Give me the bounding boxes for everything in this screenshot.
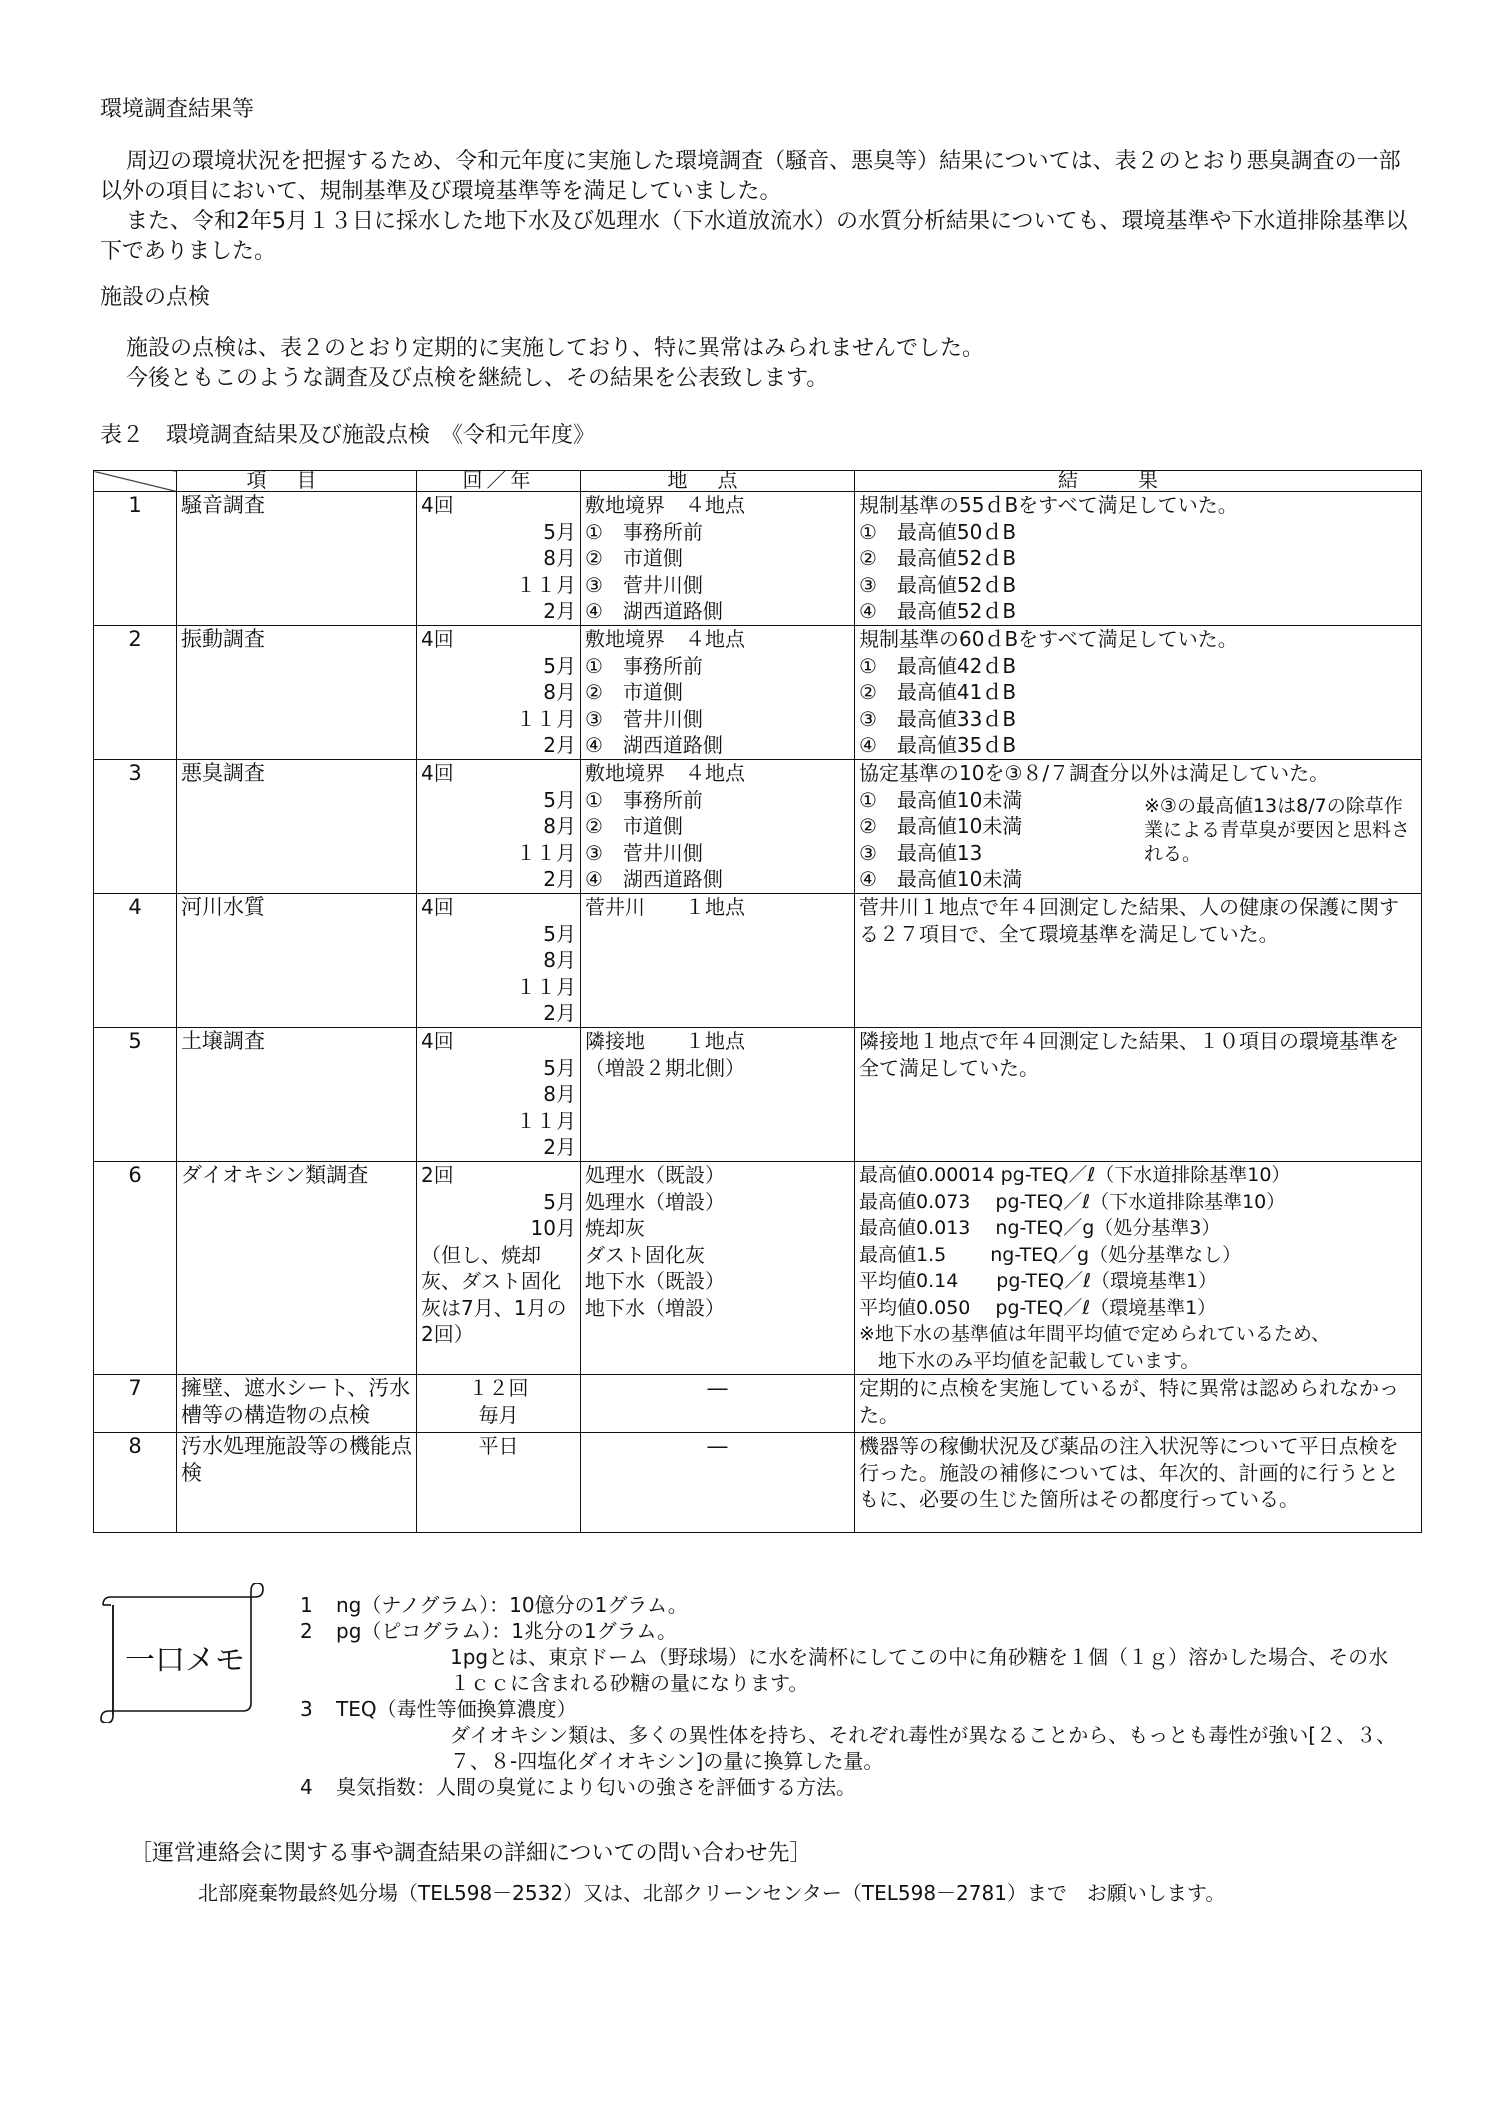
result-line: 菅井川１地点で年４回測定した結果、人の健康の保護に関する２７項目で、全て環境基準を満足していた。 — [859, 895, 1399, 946]
row-frequency: 平日 — [417, 1433, 581, 1533]
row-results — [855, 1433, 1422, 1533]
survey-results-table — [93, 470, 1422, 1533]
point: ① 事務所前 — [585, 653, 703, 678]
month: 8月 — [543, 680, 576, 704]
result-line: ※地下水の基準値は年間平均値で定められているため、 — [859, 1323, 1331, 1345]
memo-item-text: TEQ（毒性等価換算濃度） — [336, 1697, 577, 1721]
header-diagonal-cell — [94, 471, 177, 492]
result-line: 規制基準の55ｄBをすべて満足していた。 — [859, 493, 1238, 517]
month: 10月 — [530, 1216, 576, 1240]
month: 5月 — [543, 519, 576, 544]
memo-item — [300, 1696, 1420, 1722]
table-row — [94, 626, 1422, 760]
result-line: 最高値0.013 ng-TEQ／g（処分基準3） — [859, 1217, 1221, 1239]
memo-notes — [300, 1592, 1420, 1800]
row-item: 騒音調査 — [177, 492, 417, 626]
point: 地下水（既設） — [585, 1269, 725, 1293]
row-frequency — [417, 1028, 581, 1162]
frequency-sub: 毎月 — [478, 1402, 519, 1427]
table-header-row — [94, 471, 1422, 492]
point: ② 市道側 — [585, 546, 683, 570]
point: ② 市道側 — [585, 680, 683, 704]
table-row — [94, 1433, 1422, 1533]
row-frequency — [417, 1375, 581, 1433]
point: ① 事務所前 — [585, 787, 703, 812]
row-number: 2 — [94, 626, 177, 760]
result-line: ① 最高値42ｄB — [859, 653, 1017, 678]
frequency-count: １２回 — [468, 1376, 529, 1400]
result-line: 最高値0.00014 pg-TEQ／ℓ（下水道排除基準10） — [859, 1164, 1291, 1186]
table-row — [94, 760, 1422, 894]
result-line: ④ 最高値52ｄB — [859, 599, 1017, 623]
month: 2月 — [543, 1001, 576, 1025]
table-row — [94, 1162, 1422, 1375]
result-line: 最高値0.073 pg-TEQ／ℓ（下水道排除基準10） — [859, 1190, 1286, 1213]
point: 処理水（既設） — [585, 1163, 725, 1187]
result-line: ③ 最高値13 — [859, 840, 983, 865]
row-item: 振動調査 — [177, 626, 417, 760]
env-survey-heading: 環境調査結果等 — [100, 97, 255, 122]
frequency-count: 4回 — [421, 627, 454, 651]
row-item: 擁壁、遮水シート、汚水槽等の構造物の点検 — [177, 1375, 417, 1433]
month: 2月 — [543, 1135, 576, 1159]
memo-item — [300, 1592, 1420, 1618]
row-item: 土壌調査 — [177, 1028, 417, 1162]
point: 敷地境界 ４地点 — [585, 627, 745, 651]
row-points — [581, 1162, 855, 1375]
result-line: ② 最高値10未満 — [859, 814, 1023, 838]
header-frequency: 回／年 — [417, 471, 581, 492]
result-line: ④ 最高値35ｄB — [859, 733, 1017, 757]
facility-heading: 施設の点検 — [100, 285, 211, 310]
row-points — [581, 1028, 855, 1162]
frequency-count: 4回 — [421, 895, 454, 919]
point: ③ 菅井川側 — [585, 840, 703, 865]
result-line: 規制基準の60ｄBをすべて満足していた。 — [859, 627, 1238, 651]
point: 地下水（増設） — [585, 1295, 725, 1320]
result-line: ① 最高値10未満 — [859, 787, 1023, 812]
month: 5月 — [543, 921, 576, 946]
result-line: ③ 最高値33ｄB — [859, 706, 1017, 731]
row-item: 汚水処理施設等の機能点検 — [177, 1433, 417, 1533]
row-results — [855, 1162, 1422, 1375]
result-line: 最高値1.5 ng-TEQ／g（処分基準なし） — [859, 1243, 1242, 1266]
memo-item-text: pg（ピコグラム）：1兆分の1グラム。 — [336, 1619, 678, 1643]
row-number: 8 — [94, 1433, 177, 1533]
contact-text: 北部廃棄物最終処分場（TEL598－2532）又は、北部クリーンセンター（TEL598－2781）まで お願いします。 — [198, 1881, 1226, 1905]
row-points — [581, 492, 855, 626]
point: 敷地境界 ４地点 — [585, 761, 745, 785]
row-points — [581, 760, 855, 894]
frequency-count: 2回 — [421, 1163, 454, 1187]
row-results — [855, 626, 1422, 760]
row-frequency — [417, 760, 581, 894]
table-row — [94, 1028, 1422, 1162]
table-row — [94, 894, 1422, 1028]
table-row — [94, 492, 1422, 626]
result-line: 平均値0.14 pg-TEQ／ℓ（環境基準1） — [859, 1270, 1218, 1292]
point: ④ 湖西道路側 — [585, 733, 723, 757]
month: １１月 — [516, 1108, 576, 1133]
odor-note: ※③の最高値13は8/7の除草作業による青草臭が要因と思料される。 — [1144, 795, 1411, 865]
row-frequency — [417, 492, 581, 626]
point: 処理水（増設） — [585, 1189, 725, 1214]
memo-item-number: 2 — [300, 1619, 313, 1643]
month: 5月 — [543, 1055, 576, 1080]
table-row — [94, 1375, 1422, 1433]
memo-item-detail: ダイオキシン類は、多くの異性体を持ち、それぞれ毒性が異なることから、もっとも毒性が強い[２、３、７、８-四塩化ダイオキシン]の量に換算した量。 — [450, 1723, 1397, 1773]
result-line: ① 最高値50ｄB — [859, 519, 1017, 544]
row-frequency — [417, 1162, 581, 1375]
result-line: ③ 最高値52ｄB — [859, 572, 1017, 597]
point: 菅井川 １地点 — [585, 895, 745, 919]
header-points: 地点 — [581, 471, 855, 492]
point: （増設２期北側） — [585, 1055, 745, 1080]
header-item: 項目 — [177, 471, 417, 492]
point: 隣接地 １地点 — [585, 1029, 745, 1053]
row-number: 6 — [94, 1162, 177, 1375]
env-survey-paragraph-1: 周辺の環境状況を把握するため、令和元年度に実施した環境調査（騒音、悪臭等）結果については、表２のとおり悪臭調査の一部以外の項目において、規制基準及び環境基準等を満足していました。 — [100, 149, 1401, 204]
env-survey-paragraph-2: また、令和2年5月１３日に採水した地下水及び処理水（下水道放流水）の水質分析結果についても、環境基準や下水道排除基準以下でありました。 — [100, 209, 1408, 264]
row-points — [581, 894, 855, 1028]
row-results — [855, 492, 1422, 626]
month: 5月 — [543, 787, 576, 812]
month: １１月 — [516, 706, 576, 731]
memo-item — [300, 1774, 1420, 1800]
point: ダスト固化灰 — [585, 1242, 705, 1267]
frequency-count: 4回 — [421, 1029, 454, 1053]
row-points: ― — [581, 1433, 855, 1533]
table-caption: 表２ 環境調査結果及び施設点検 《令和元年度》 — [100, 423, 596, 448]
memo-item-text: 臭気指数：人間の臭覚により匂いの強さを評価する方法。 — [336, 1775, 856, 1799]
point: ④ 湖西道路側 — [585, 599, 723, 623]
point: 焼却灰 — [585, 1216, 645, 1240]
row-results — [855, 894, 1422, 1028]
memo-label: 一口メモ — [125, 1643, 245, 1678]
row-results — [855, 1028, 1422, 1162]
row-number: 5 — [94, 1028, 177, 1162]
result-line: ② 最高値52ｄB — [859, 546, 1017, 570]
facility-paragraph-2: 今後ともこのような調査及び点検を継続し、その結果を公表致します。 — [126, 366, 829, 391]
result-line: 地下水のみ平均値を記載しています。 — [859, 1349, 1200, 1372]
month: 8月 — [543, 814, 576, 838]
result-line: 定期的に点検を実施しているが、特に異常は認められなかった。 — [859, 1376, 1399, 1427]
memo-item-number: 4 — [300, 1775, 313, 1799]
memo-item — [300, 1618, 1420, 1644]
point: 敷地境界 ４地点 — [585, 493, 745, 517]
header-results: 結果 — [855, 471, 1422, 492]
result-line: ④ 最高値10未満 — [859, 867, 1023, 891]
month: 5月 — [543, 1189, 576, 1214]
month: 8月 — [543, 546, 576, 570]
month: 2月 — [543, 733, 576, 757]
facility-paragraph-1: 施設の点検は、表２のとおり定期的に実施しており、特に異常はみられませんでした。 — [126, 336, 985, 361]
month: 2月 — [543, 867, 576, 891]
memo-item-text: ng（ナノグラム）：10億分の1グラム。 — [336, 1593, 688, 1617]
row-item: 悪臭調査 — [177, 760, 417, 894]
result-line: ② 最高値41ｄB — [859, 680, 1017, 704]
result-line: 協定基準の10を③８/７調査分以外は満足していた。 — [859, 761, 1330, 785]
row-frequency — [417, 894, 581, 1028]
facility-text — [100, 334, 1420, 394]
memo-item-number: 1 — [300, 1593, 313, 1617]
point: ④ 湖西道路側 — [585, 867, 723, 891]
row-points — [581, 626, 855, 760]
row-points: ― — [581, 1375, 855, 1433]
month: 8月 — [543, 948, 576, 972]
row-item: ダイオキシン類調査 — [177, 1162, 417, 1375]
memo-item-detail: 1pgとは、東京ドーム（野球場）に水を満杯にしてこの中に角砂糖を１個（１ｇ）溶かした場合、その水１ｃｃに含まれる砂糖の量になります。 — [450, 1645, 1389, 1695]
odor-results-wrap — [859, 760, 1417, 893]
row-frequency — [417, 626, 581, 760]
row-number: 7 — [94, 1375, 177, 1433]
row-results — [855, 1375, 1422, 1433]
point: ③ 菅井川側 — [585, 706, 703, 731]
result-line: 機器等の稼働状況及び薬品の注入状況等について平日点検を行った。施設の補修については、年次的、計画的に行うとともに、必要の生じた箇所はその都度行っている。 — [859, 1434, 1399, 1511]
env-survey-text — [100, 147, 1420, 267]
frequency-count: 4回 — [421, 761, 454, 785]
row-number: 4 — [94, 894, 177, 1028]
point: ③ 菅井川側 — [585, 572, 703, 597]
row-number: 3 — [94, 760, 177, 894]
frequency-note: （但し、焼却灰、ダスト固化灰は7月、1月の2回） — [421, 1242, 567, 1346]
point: ① 事務所前 — [585, 519, 703, 544]
row-item: 河川水質 — [177, 894, 417, 1028]
row-number: 1 — [94, 492, 177, 626]
result-line: 隣接地１地点で年４回測定した結果、１０項目の環境基準を全て満足していた。 — [859, 1029, 1399, 1080]
memo-item-number: 3 — [300, 1697, 313, 1721]
frequency-count: 4回 — [421, 493, 454, 517]
result-line: 平均値0.050 pg-TEQ／ℓ（環境基準1） — [859, 1296, 1217, 1319]
month: １１月 — [516, 572, 576, 597]
row-results — [855, 760, 1422, 894]
month: 2月 — [543, 599, 576, 623]
month: １１月 — [516, 840, 576, 865]
month: 8月 — [543, 1082, 576, 1106]
point: ② 市道側 — [585, 814, 683, 838]
month: １１月 — [516, 974, 576, 999]
month: 5月 — [543, 653, 576, 678]
contact-heading: ［運営連絡会に関する事や調査結果の詳細についての問い合わせ先］ — [130, 1841, 812, 1866]
